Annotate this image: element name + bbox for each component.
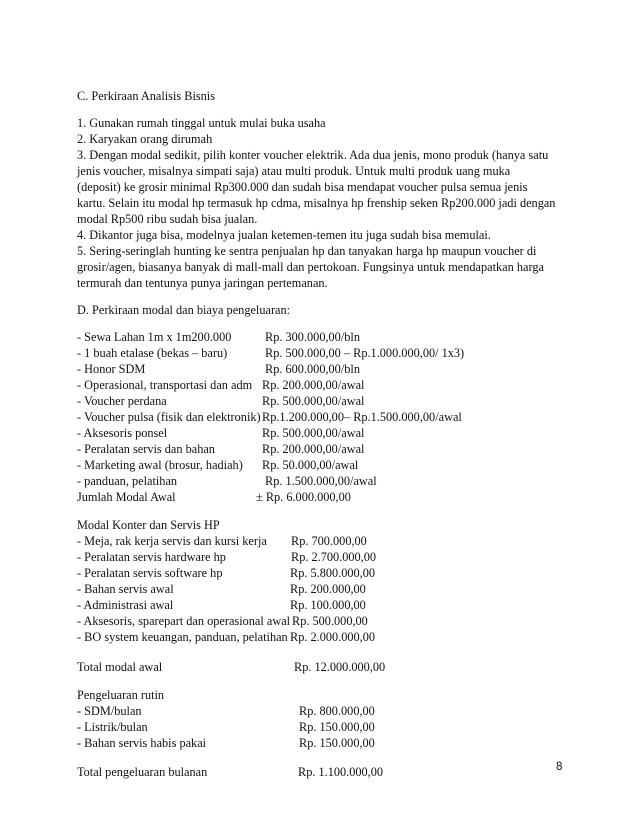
section-c-line: 5. Sering-seringlah hunting ke sentra penjualan hp dan tanyakan harga hp maupun voucher di (77, 244, 537, 258)
rutin-item-label: - SDM/bulan (77, 704, 142, 718)
konter-item-label: - Aksesoris, sparepart dan operasional awal (77, 614, 291, 628)
rutin-item-label: - Bahan servis habis pakai (77, 736, 207, 750)
cost-item-value: Rp. 200.000,00/awal (262, 378, 365, 392)
rutin-total-value: Rp. 1.100.000,00 (298, 765, 384, 779)
cost-item-value: Rp.1.200.000,00– Rp.1.500.000,00/awal (262, 410, 462, 424)
cost-item-value: Rp. 600.000,00/bln (265, 362, 360, 376)
cost-item-value: Rp. 500.000,00 – Rp.1.000.000,00/ 1x3) (265, 346, 465, 360)
cost-item-value: Rp. 1.500.000,00/awal (265, 474, 377, 488)
konter-item-value: Rp. 5.800.000,00 (290, 566, 376, 580)
rutin-item-label: - Listrik/bulan (77, 720, 148, 734)
section-c-line: jenis voucher, misalnya simpati saja) atau multi produk. Untuk multi produk uang muka (77, 164, 511, 178)
total-value: ± Rp. 6.000.000,00 (256, 490, 351, 504)
section-c-line: termurah dan tentunya punya jaringan pertemanan. (77, 276, 328, 290)
konter-item-value: Rp. 700.000,00 (291, 534, 367, 548)
total-label: Jumlah Modal Awal (77, 490, 176, 504)
cost-item-label: - Peralatan servis dan bahan (77, 442, 215, 456)
section-d-heading: D. Perkiraan modal dan biaya pengeluaran: (77, 303, 291, 317)
cost-item-value: Rp. 500.000,00/awal (262, 426, 365, 440)
cost-item-label: - Voucher perdana (77, 394, 167, 408)
konter-item-label: - Peralatan servis software hp (77, 566, 223, 580)
section-c-line: (deposit) ke grosir minimal Rp300.000 dan sudah bisa mendapat voucher pulsa semua jenis (77, 180, 528, 194)
cost-item-label: - Operasional, transportasi dan adm (77, 378, 253, 392)
konter-item-label: - Peralatan servis hardware hp (77, 550, 226, 564)
konter-item-value: Rp. 2.700.000,00 (291, 550, 377, 564)
rutin-item-value: Rp. 150.000,00 (299, 720, 375, 734)
cost-item-label: - panduan, pelatihan (77, 474, 178, 488)
rutin-item-value: Rp. 150.000,00 (299, 736, 375, 750)
rutin-item-value: Rp. 800.000,00 (299, 704, 375, 718)
cost-item-label: - Voucher pulsa (fisik dan elektronik) (77, 410, 261, 424)
section-c-line: grosir/agen, biasanya banyak di mall-mall dan pertokoan. Fungsinya untuk mendapatkan harga (77, 260, 544, 274)
konter-item-value: Rp. 500.000,00 (292, 614, 368, 628)
cost-item-label: - Honor SDM (77, 362, 146, 376)
konter-item-label: - Meja, rak kerja servis dan kursi kerja (77, 534, 267, 548)
section-c-line: modal Rp500 ribu sudah bisa jualan. (77, 212, 258, 226)
konter-total-label: Total modal awal (77, 660, 163, 674)
section-c-line: 1. Gunakan rumah tinggal untuk mulai buka usaha (77, 116, 326, 130)
section-c-line: kartu. Selain itu modal hp termasuk hp cdma, misalnya hp frenship seken Rp200.000 jadi dengan (77, 196, 556, 210)
cost-item-value: Rp. 300.000,00/bln (265, 330, 360, 344)
konter-heading: Modal Konter dan Servis HP (77, 518, 220, 532)
cost-item-value: Rp. 200.000,00/awal (262, 442, 365, 456)
konter-item-label: - BO system keuangan, panduan, pelatihan (77, 630, 288, 644)
section-c-line: 4. Dikantor juga bisa, modelnya jualan ketemen-temen itu juga sudah bisa memulai. (77, 228, 491, 242)
cost-item-value: Rp. 50.000,00/awal (262, 458, 359, 472)
rutin-total-label: Total pengeluaran bulanan (77, 765, 208, 779)
cost-item-value: Rp. 500.000,00/awal (262, 394, 365, 408)
section-c-line: 3. Dengan modal sedikit, pilih konter voucher elektrik. Ada dua jenis, mono produk (hanya satu (77, 148, 549, 162)
konter-item-value: Rp. 2.000.000,00 (290, 630, 376, 644)
page-number: 8 (556, 761, 563, 773)
section-c-heading: C. Perkiraan Analisis Bisnis (77, 89, 215, 103)
cost-item-label: - Marketing awal (brosur, hadiah) (77, 458, 243, 472)
konter-item-label: - Bahan servis awal (77, 582, 174, 596)
konter-item-value: Rp. 200.000,00 (290, 582, 366, 596)
section-c-line: 2. Karyakan orang dirumah (77, 132, 213, 146)
konter-total-value: Rp. 12.000.000,00 (294, 660, 386, 674)
konter-item-value: Rp. 100.000,00 (290, 598, 366, 612)
cost-item-label: - 1 buah etalase (bekas – baru) (77, 346, 228, 360)
cost-item-label: - Sewa Lahan 1m x 1m200.000 (77, 330, 232, 344)
konter-item-label: - Administrasi awal (77, 598, 174, 612)
cost-item-label: - Aksesoris ponsel (77, 426, 168, 440)
rutin-heading: Pengeluaran rutin (77, 688, 165, 702)
